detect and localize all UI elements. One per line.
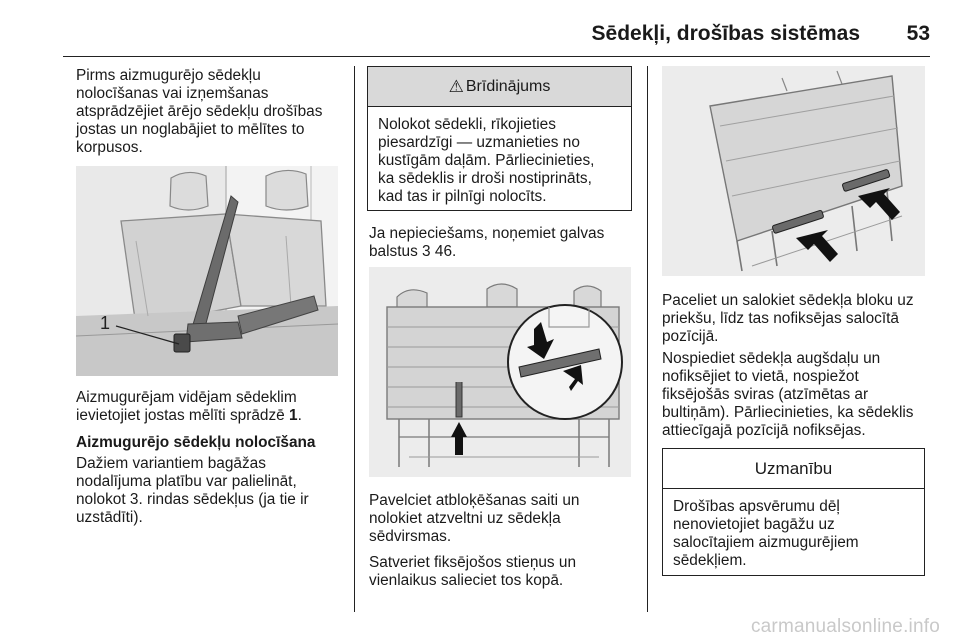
buckle-caption-end: . [297,407,302,424]
headrest-text: Ja nepieciešams, noņemiet galvas balstus [369,225,605,260]
seat-release-figure [369,267,631,477]
seatbelt-buckle-figure [76,166,338,376]
headrest-paragraph [369,225,639,261]
warning-title: Brīdinājums [465,77,551,95]
notice-title: Uzmanību [663,449,924,489]
column-divider-left [354,66,355,612]
folded-seat-illustration [662,66,925,276]
notice-box [662,448,925,576]
figure-callout-1: 1 [100,313,111,333]
warning-box-header [368,67,631,107]
page-number: 53 [906,22,930,45]
lift-paragraph: Paceliet un salokiet sēdekļa bloku uz priekšu, līdz tas nofiksējas salocītā pozīcijā. [662,292,914,345]
column-divider-right [647,66,648,612]
watermark-text: carmanualsonline.info [750,616,940,637]
intro-paragraph: Pirms aizmugurējo sēdekļu nolocīšanas vai izņemšanas atsprādzējiet ārējo sēdekļu drošības jostas un noglabājiet to mēlītes to korpusos. [76,67,323,156]
folded-seat-figure [662,66,925,276]
warning-text: Nolokot sēdekli, rīkojieties piesardzīgi — uzmanieties no kustīgām daļām. Pārliecinieties, ka sēdeklis ir droši nostiprināts, kad tas ir pilnīgi nolocīts. [378,116,595,205]
section-heading-folding: Aizmugurējo sēdekļu nolocīšana [76,434,316,451]
folding-paragraph: Dažiem variantiem bagāžas nodalījuma platību var palielināt, nolokot 3. rindas sēdekļus (ja tie ir uzstādīti). [76,455,309,526]
buckle-caption-ref: 1 [289,407,298,424]
seatbelt-buckle-illustration [76,166,338,376]
lever-paragraph: Nospiediet sēdekļa augšdaļu un nofiksējiet to vietā, nospiežot fiksējošās sviras (atzīmētas ar bultiņām). Pārliecinieties, ka sēdeklis attiecīgajā pozīcijā nofiksējas. [662,350,914,439]
buckle-caption-text: Aizmugurējam vidējam sēdeklim ievietojiet jostas mēlīti sprādzē [76,389,297,424]
notice-text: Drošības apsvērumu dēļ nenovietojiet bagāžu uz salocītajiem aizmugurējiem sēdekļiem. [673,498,859,569]
strap-paragraph: Pavelciet atbloķēšanas saiti un nolokiet atzveltni uz sēdekļa sēdvirsmas. [369,492,580,545]
seat-release-illustration [369,267,631,477]
warning-triangle-icon: ⚠ [448,76,464,96]
buckle-caption [76,389,346,425]
header-rule [63,56,930,57]
warning-box [367,66,632,211]
rods-paragraph: Satveriet fiksējošos stieņus un vienlaikus salieciet tos kopā. [369,554,577,589]
page-header-title: Sēdekļi, drošības sistēmas [591,22,860,45]
headrest-page-ref: 46. [430,243,457,260]
page-reference-icon: 3 [422,243,431,260]
